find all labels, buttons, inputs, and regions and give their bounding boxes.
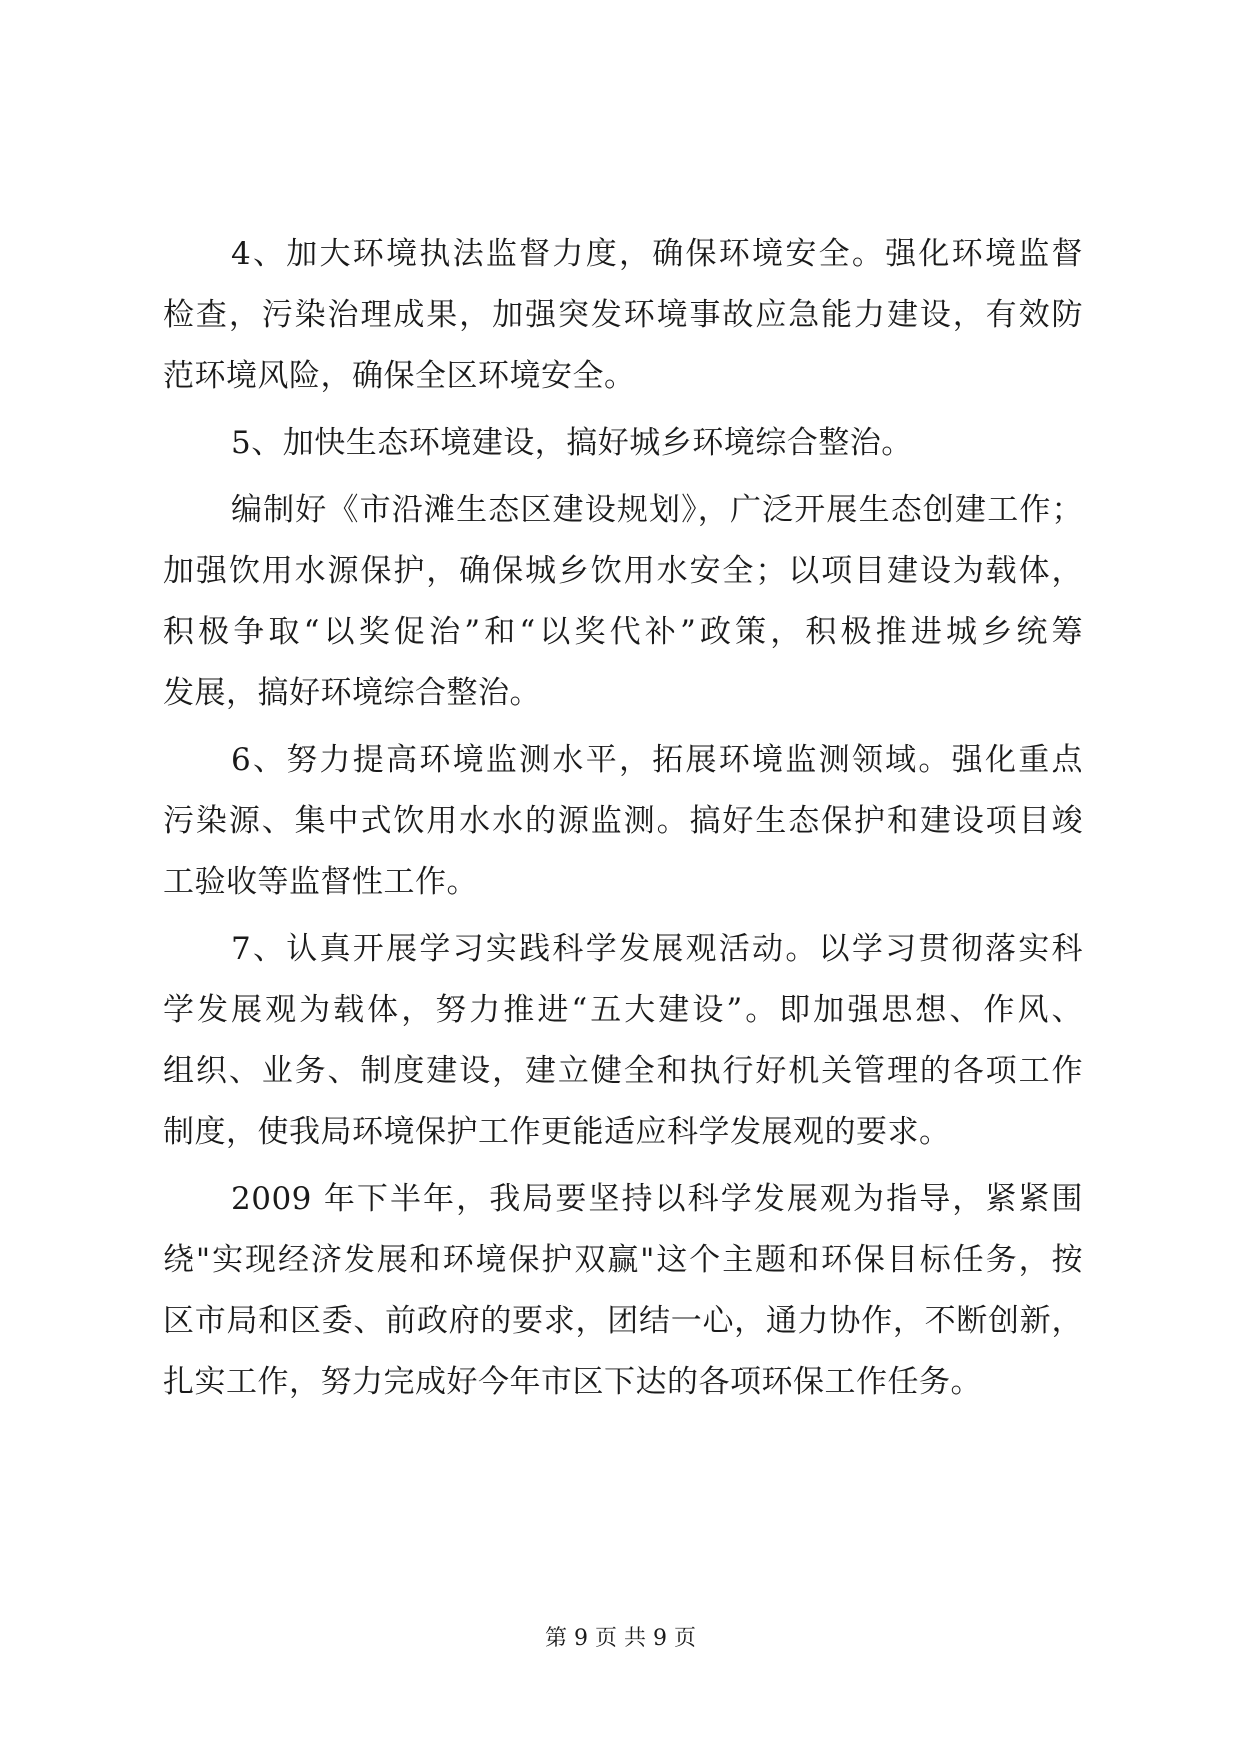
text-line: 7、认真开展学习实践科学发展观活动。以学习贯彻落实科 <box>231 931 1083 967</box>
text-line: 编制好《市沿滩生态区建设规划》，广泛开展生态创建工作； <box>231 492 1083 528</box>
paragraph-enforcement <box>163 224 1083 407</box>
text-line: 污染源、集中式饮用水水的源监测。搞好生态保护和建设项目竣 <box>163 803 1083 839</box>
text-line: 绕"实现经济发展和环境保护双赢"这个主题和环保目标任务，按 <box>163 1242 1083 1278</box>
text-line: 4、加大环境执法监督力度，确保环境安全。强化环境监督 <box>231 236 1083 272</box>
text-line: 工验收等监督性工作。 <box>163 864 478 900</box>
paragraph-conclusion <box>163 1169 1083 1413</box>
paragraph-ecology-plan <box>163 480 1083 724</box>
text-line: 加强饮用水源保护，确保城乡饮用水安全；以项目建设为载体， <box>163 553 1083 589</box>
text-line: 发展，搞好环境综合整治。 <box>163 675 541 711</box>
text-line: 积极争取“以奖促治”和“以奖代补”政策，积极推进城乡统筹 <box>163 614 1083 650</box>
paragraph-ecology-heading <box>163 413 1083 474</box>
text-line: 组织、业务、制度建设，建立健全和执行好机关管理的各项工作 <box>163 1053 1083 1089</box>
text-line: 学发展观为载体，努力推进“五大建设”。即加强思想、作风、 <box>163 992 1083 1028</box>
document-body <box>163 224 1083 1413</box>
text-line: 扎实工作，努力完成好今年市区下达的各项环保工作任务。 <box>163 1364 982 1400</box>
paragraph-monitoring <box>163 730 1083 913</box>
text-line: 6、努力提高环境监测水平，拓展环境监测领域。强化重点 <box>231 742 1083 778</box>
text-line: 检查，污染治理成果，加强突发环境事故应急能力建设，有效防 <box>163 297 1083 333</box>
text-line: 2009 年下半年，我局要坚持以科学发展观为指导，紧紧围 <box>231 1181 1083 1217</box>
text-line: 区市局和区委、前政府的要求，团结一心，通力协作，不断创新， <box>163 1303 1083 1339</box>
page-number-footer: 第 9 页 共 9 页 <box>545 1626 696 1651</box>
text-line: 制度，使我局环境保护工作更能适应科学发展观的要求。 <box>163 1114 951 1150</box>
paragraph-study-practice <box>163 919 1083 1163</box>
text-line: 范环境风险，确保全区环境安全。 <box>163 358 636 394</box>
text-line: 5、加快生态环境建设，搞好城乡环境综合整治。 <box>231 425 913 461</box>
